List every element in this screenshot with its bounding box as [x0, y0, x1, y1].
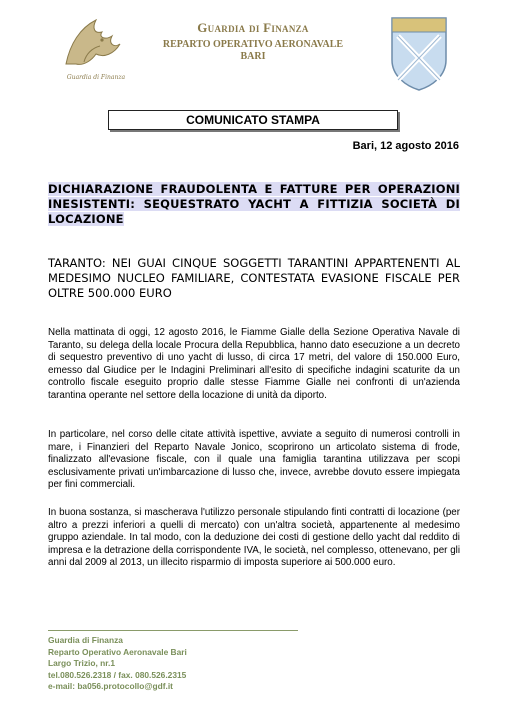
footer-divider [48, 630, 298, 631]
org-name: Guardia di Finanza [197, 20, 309, 35]
shield-crest [388, 14, 450, 92]
footer-address: Largo Trizio, nr.1 [48, 658, 116, 668]
body-paragraph-3: In buona sostanza, si mascherava l'utilizzo personale stipulando finti contratti di locazione (per altro a prezzi inferiori a quelli di mercato) con un'altra società, appartenente al medesimo gruppo aziendale. In tal modo, con la deduzione dei costi di gestione dello yacht dal reddito di impresa e la detrazione della corrispondente IVA, le società, nel complesso, ottenevano, per gli anni dal 2009 al 2013, un illecito risparmio di imposta superiore ai 500.000 euro. [48, 507, 460, 569]
griffin-icon [56, 14, 128, 76]
press-release-title: COMUNICATO STAMPA [108, 110, 398, 130]
org-department: REPARTO OPERATIVO AERONAVALE [162, 39, 344, 50]
headline [48, 182, 460, 227]
footer-department: Reparto Operativo Aeronavale Bari [48, 646, 187, 657]
letterhead [140, 20, 366, 62]
shield-icon [388, 14, 450, 92]
release-date: Bari, 12 agosto 2016 [352, 140, 459, 152]
subheadline: TARANTO: NEI GUAI CINQUE SOGGETTI TARANTINI APPARTENENTI AL MEDESIMO NUCLEO FAMILIARE, CONTESTATA EVASIONE FISCALE PER OLTRE 500.000 EURO [48, 256, 460, 300]
footer-contact [48, 635, 187, 693]
body-paragraph-1: Nella mattinata di oggi, 12 agosto 2016, le Fiamme Gialle della Sezione Operativa Navale di Taranto, su delega della locale Procura della Repubblica, hanno dato esecuzione a un decreto di sequestro preventivo di uno yacht di lusso, di circa 17 metri, del valore di 150.000 Euro, emesso dal Giudice per le Indagini Preliminari all'esito di specifiche indagini scaturite da un controllo fiscale eseguito proprio dalle stesse Fiamme Gialle nei confronti di un'azienda tarantina operante nel settore della locazione di unità da diporto. [48, 327, 460, 401]
logo-signature: Guardia di Finanza [66, 74, 126, 81]
footer-email[interactable]: e-mail: ba056.protocollo@gdf.it [48, 681, 173, 691]
body-paragraph-2: In particolare, nel corso delle citate attività ispettive, avviate a seguito di numerosi controlli in mare, i Finanzieri del Reparto Navale Jonico, scoprirono un articolato sistema di frode, finalizzato all'evasione fiscale, con il quale una famiglia tarantina utilizzava per scopi esclusivamente privati un'imbarcazione di lusso che, invece, avrebbe dovuto essere impiegata per fini commerciali. [48, 429, 460, 491]
headline-text: DICHIARAZIONE FRAUDOLENTA E FATTURE PER OPERAZIONI INESISTENTI: SEQUESTRATO YACHT A FITTIZIA SOCIETÀ DI LOCAZIONE [48, 182, 460, 226]
footer-org: Guardia di Finanza [48, 635, 123, 645]
org-city: BARI [240, 51, 266, 62]
griffin-logo [46, 14, 138, 88]
footer-phone-fax: tel.080.526.2318 / fax. 080.526.2315 [48, 669, 187, 680]
